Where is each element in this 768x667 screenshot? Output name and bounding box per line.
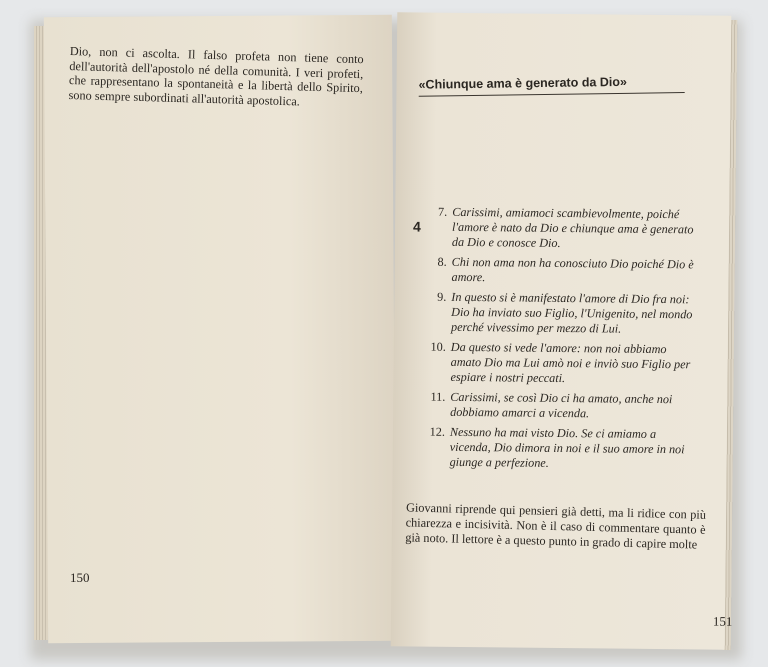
verse-text: Carissimi, se così Dio ci ha amato, anche noi dobbiamo amarci a vicenda. [450,389,673,421]
verse-text: In questo si è manifestato l'amore di Dio fra noi: Dio ha inviato suo Figlio, l'Unigenito, nel mondo perché vivessimo per mezzo di Lui. [450,289,693,336]
verse-text: Carissimi, amiamoci scambievolmente, poiché l'amore è nato da Dio e chiunque ama è generato da Dio e conosce Dio. [451,204,694,250]
verse [412,289,696,337]
verse [411,389,695,422]
verse-list [410,204,697,477]
verse-text: Nessuno ha mai visto Dio. Se ci amiamo a vicenda, Dio dimora in noi e il suo amore in noi giunge a perfezione. [449,424,685,470]
verse [411,339,695,387]
verse-number: 7. [438,204,448,219]
chapter-number: 4 [413,218,421,235]
page-number-right: 151 [712,613,733,629]
verse-text: Da questo si vede l'amore: non noi abbiamo amato Dio ma Lui amò noi e inviò suo Figlio per espiare i nostri peccati. [450,339,691,386]
verse [411,424,695,472]
verse-number: 12. [429,424,446,439]
verse [412,254,696,287]
verse-number: 8. [437,254,447,269]
verse-text: Chi non ama non ha conosciuto Dio poiché Dio è amore. [451,254,694,285]
page-number-left: 150 [70,570,90,585]
right-page [391,12,732,649]
left-page-text: Dio, non ci ascolta. Il falso profeta non tiene conto dell'autorità dell'apostolo né della comunità. I veri profeti, che rappresentano la spontaneità e la libertà dello Spirito, sono sempre subordinati all'autorità apostolica. [68,44,364,108]
verse-number: 9. [437,289,447,304]
running-header: «Chiunque ama è generato da Dio» [418,74,684,97]
commentary-text: Giovanni riprende qui pensieri già detti, ma li ridice con più chiarezza e incisività. Non è il caso di commentare quanto è già noto. Il lettore è a questo punto in grado di capire molte [405,500,707,552]
verse-number: 11. [430,389,446,404]
verse [413,204,697,252]
verse-number: 10. [430,339,446,354]
